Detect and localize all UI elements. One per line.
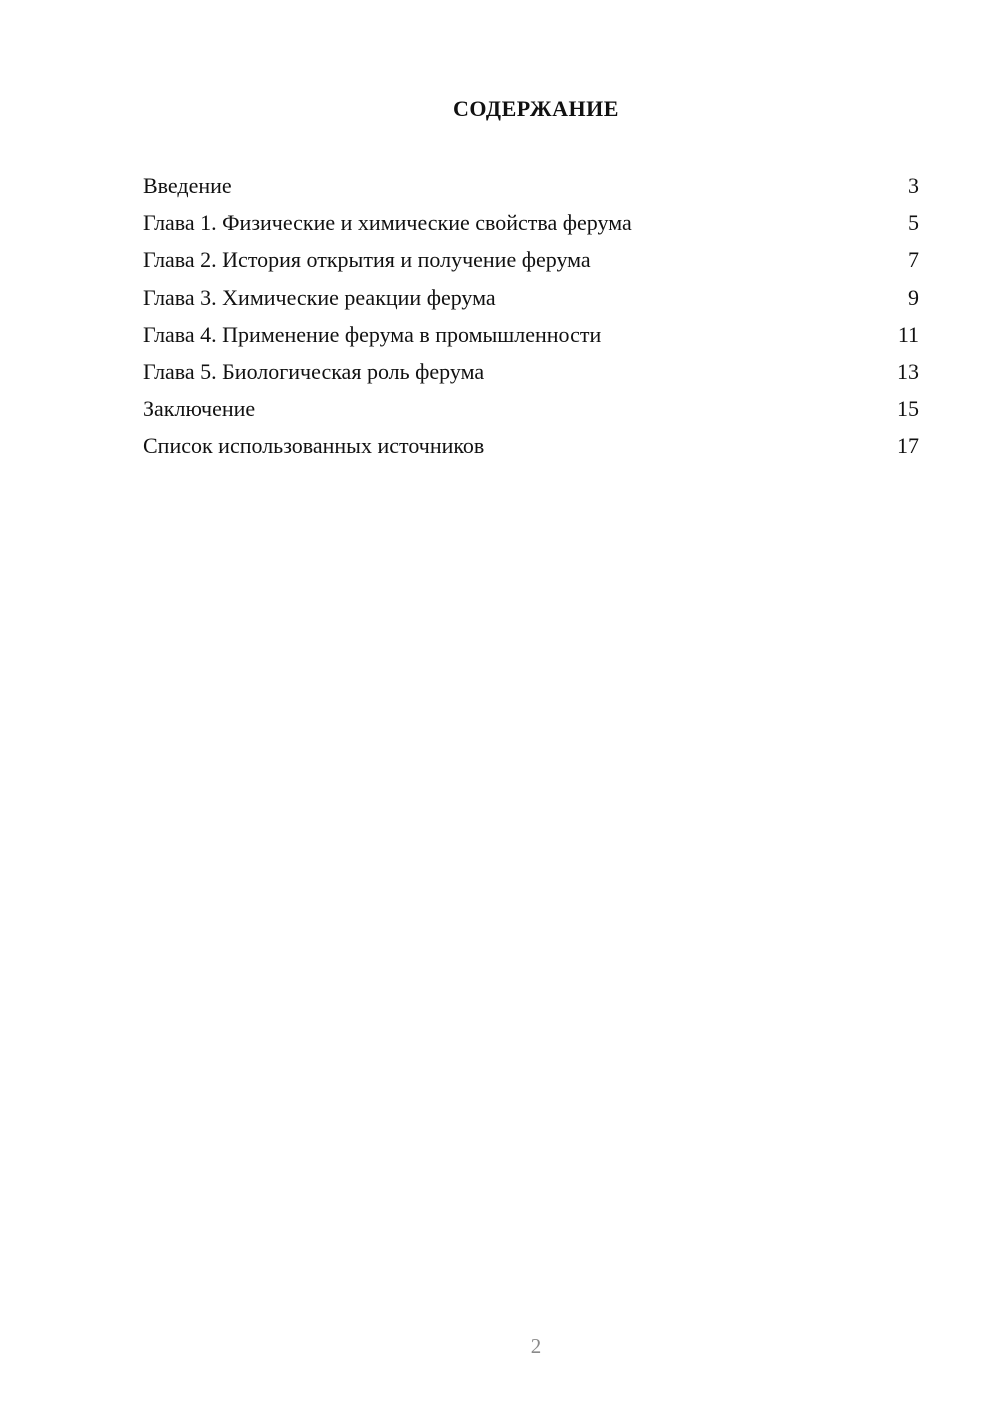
toc-entry-introduction xyxy=(143,167,919,204)
toc-entry-page: 3 xyxy=(908,173,919,198)
toc-entry-chapter-5 xyxy=(143,353,919,390)
toc-entry-label: Глава 5. Биологическая роль ферума xyxy=(143,358,485,384)
toc-entry-page: 17 xyxy=(897,433,919,459)
toc-entry-page: 11 xyxy=(897,321,919,347)
toc-entry-label: Глава 2. История открытия и получение ферума xyxy=(143,247,591,273)
toc-entry-label: Глава 1. Физические и химические свойства ферума xyxy=(143,210,632,236)
toc-entry-label: Заключение xyxy=(143,396,256,422)
toc-entry-label: Список использованных источников xyxy=(143,433,485,459)
toc-entry-references xyxy=(143,427,919,464)
toc-entry-chapter-2 xyxy=(143,241,919,278)
toc-entry-page: 15 xyxy=(897,396,919,422)
toc-entry-chapter-3 xyxy=(143,279,919,316)
table-of-contents xyxy=(143,167,919,465)
toc-entry-chapter-4 xyxy=(143,316,919,353)
toc-title: СОДЕРЖАНИЕ xyxy=(453,96,619,121)
toc-entry-chapter-1 xyxy=(143,204,919,241)
toc-entry-page: 7 xyxy=(908,247,919,273)
toc-entry-page: 13 xyxy=(897,358,919,384)
toc-entry-page: 5 xyxy=(908,210,919,236)
toc-entry-page: 9 xyxy=(908,284,919,310)
toc-entry-label: Введение xyxy=(143,173,232,198)
toc-entry-label: Глава 4. Применение ферума в промышленности xyxy=(143,321,602,347)
page-number: 2 xyxy=(530,1334,542,1358)
toc-entry-label: Глава 3. Химические реакции ферума xyxy=(143,284,496,310)
toc-entry-conclusion xyxy=(143,390,919,427)
